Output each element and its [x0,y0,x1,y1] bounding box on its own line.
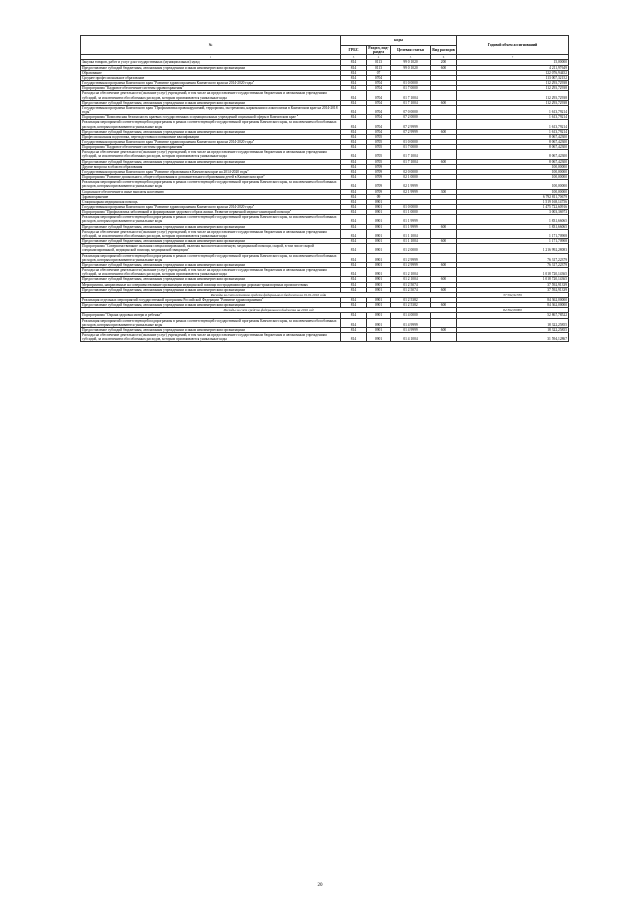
row-razdel: 0704 [367,115,391,120]
page-number: 20 [317,883,323,888]
row-sum: 1 171,70908 [457,229,569,238]
row-vid: 600 [431,224,457,229]
row-description: Подпрограмма "Профилактика заболеваний и формирование здорового образа жизни. Развитие первичной медико-санитарной помощи" [81,210,341,215]
row-sum: 113 007,32152 [457,75,569,80]
row-razdel: 0709 [367,169,391,174]
row-description: Предоставление субсидий бюджетным, автономным учреждениям и иным некоммерческим организациям [81,224,341,229]
row-description: Государственная программа Камчатского края "Развитие здравоохранения Камчатского края на 2014-2020 годы" [81,81,341,86]
row-grbs: 814 [341,175,367,180]
row-grbs: 814 [341,105,367,114]
row-grbs: 814 [341,115,367,120]
row-sum: 112 293,72938 [457,100,569,105]
row-grbs: 814 [341,75,367,80]
row-target: 01 2 5074 [391,287,431,292]
note-text: Расходы за счет средств федерального бюджета на 2016 год [81,308,457,313]
row-razdel: 0901 [367,318,391,327]
row-grbs: 814 [341,244,367,253]
row-description: Реализация мероприятий соответствующей подпрограммы в рамках соответствующей государственной программы Камчатского края, за исключением обособленных расходов, которым присваиваются уникальные коды [81,120,341,129]
row-description: Государственная программа Камчатского края "Профилактика правонарушений, терроризма, экстремизма, наркомании и алкоголизма в Камчатском крае на 2014-2018 годы" [81,105,341,114]
row-razdel: 0901 [367,210,391,215]
row-grbs: 814 [341,91,367,100]
row-sum: 31 594,12867 [457,333,569,342]
row-sum: 1 216 992,28083 [457,244,569,253]
row-description: Реализация отдельных мероприятий государственной программы Российской Федерации "Развитие здравоохранения" [81,297,341,302]
row-target: 01 4 9999 [391,318,431,327]
row-grbs: 814 [341,327,367,332]
row-vid: 600 [431,262,457,267]
row-target: 07 2 9999 [391,129,431,134]
row-vid [431,229,457,238]
row-grbs: 814 [341,199,367,204]
budget-table [80,35,569,342]
row-grbs: 814 [341,65,367,70]
row-target: 01 7 1004 [391,159,431,164]
row-razdel: 0704 [367,105,391,114]
row-razdel: 0704 [367,81,391,86]
row-sum: 100,00000 [457,169,569,174]
row-sum: 1 018 720,14365 [457,268,569,277]
row-razdel: 0709 [367,175,391,180]
row-razdel: 0113 [367,65,391,70]
row-razdel: 0113 [367,60,391,65]
row-grbs: 814 [341,120,367,129]
row-description: Подпрограмма "Совершенствование оказания специализированной, включая высокотехнологичную, медицинской помощи, скорой, в том числе скорой специализированной, медицинской помощи, медицинской эвакуации" [81,244,341,253]
table-row [81,244,569,253]
row-target: 02 1 0000 [391,175,431,180]
row-sum: 52 867,78522 [457,313,569,318]
row-description: Профессиональная подготовка, переподготовка и повышение квалификации [81,134,341,139]
row-sum: 1 475 722,60916 [457,205,569,210]
row-razdel: 07 [367,70,391,75]
row-sum: 18 322,25855 [457,327,569,332]
row-vid: 600 [431,100,457,105]
row-description: Образование [81,70,341,75]
row-grbs: 814 [341,145,367,150]
row-target: 01 1 9999 [391,215,431,224]
table-row [81,150,569,159]
row-vid [431,105,457,114]
row-vid [431,180,457,189]
row-vid: 300 [431,189,457,194]
row-target: 01 4 9999 [391,327,431,332]
row-grbs: 814 [341,277,367,282]
row-sum: 8 067,42300 [457,134,569,139]
row-vid [431,268,457,277]
row-target: 01 2 1004 [391,268,431,277]
row-grbs: 814 [341,100,367,105]
row-vid: 600 [431,327,457,332]
row-description: Среднее профессиональное образование [81,75,341,80]
header-target: Целевая статья [391,46,431,55]
row-sum: 1 831,66065 [457,215,569,224]
row-grbs: 814 [341,262,367,267]
row-vid: 600 [431,287,457,292]
row-grbs: 814 [341,333,367,342]
header-grbs: ГРБС [341,46,367,55]
row-vid [431,215,457,224]
row-sum: 122 076,94452 [457,70,569,75]
row-razdel: 0705 [367,134,391,139]
row-target: 99 0 1020 [391,60,431,65]
row-description: Стационарная медицинская помощь [81,199,341,204]
row-razdel: 0704 [367,75,391,80]
column-index: 6 [431,55,457,60]
row-target: 01 1 0000 [391,210,431,215]
note-text: Расходы за счет остатков средств федерального бюджета на 01.01.2016 года [81,292,457,297]
row-razdel: 0901 [367,268,391,277]
row-razdel: 0704 [367,100,391,105]
row-sum: 1 018 720,14365 [457,277,569,282]
row-grbs: 814 [341,287,367,292]
row-target: 02 1 9999 [391,180,431,189]
row-vid [431,244,457,253]
row-grbs: 814 [341,297,367,302]
row-sum: 1 613,79214 [457,115,569,120]
row-razdel: 0901 [367,229,391,238]
row-razdel: 0709 [367,164,391,169]
row-description: Реализация мероприятий соответствующей подпрограммы в рамках соответствующей государственной программы Камчатского края, за исключением обособленных расходов, которым присваиваются уникальные коды [81,318,341,327]
header-num: № [81,36,341,55]
row-target: 01 2 0000 [391,244,431,253]
row-vid: 600 [431,159,457,164]
row-razdel: 0704 [367,86,391,91]
row-target: 02 1 9999 [391,189,431,194]
row-sum: 15,00000 [457,60,569,65]
row-description: Подпрограмма "Кадровое обеспечение системы здравоохранения" [81,86,341,91]
row-vid [431,318,457,327]
row-grbs: 814 [341,239,367,244]
row-razdel: 0901 [367,313,391,318]
table-row [81,253,569,262]
table-body [81,60,569,342]
row-target: 01 2 1004 [391,277,431,282]
row-sum: 6 792 811,70679 [457,194,569,199]
row-grbs: 814 [341,70,367,75]
row-description: Предоставление субсидий бюджетным, автономным учреждениям и иным некоммерческим организациям [81,65,341,70]
row-target: 01 4 1004 [391,333,431,342]
row-vid: 600 [431,65,457,70]
row-target: 07 0 0000 [391,105,431,114]
row-description: Реализация мероприятий соответствующей подпрограммы в рамках соответствующей государственной программы Камчатского края, за исключением обособленных расходов, которым присваиваются уникальные коды [81,253,341,262]
row-sum: 8 067,42300 [457,159,569,164]
row-razdel: 0901 [367,282,391,287]
row-grbs: 814 [341,268,367,277]
row-sum: 8 067,42300 [457,145,569,150]
row-grbs: 814 [341,164,367,169]
row-description: Расходы на обеспечение деятельности (оказание услуг) учреждений, в том числе на предоставление государственным бюджетным и автономным учреждениям субсидий, за исключением обособленных расходов, которым присваиваются уникальные коды [81,268,341,277]
row-target: 02 0 0000 [391,169,431,174]
row-razdel: 0901 [367,215,391,224]
row-grbs: 814 [341,224,367,229]
row-description: Реализация мероприятий соответствующей подпрограммы в рамках соответствующей государственной программы Камчатского края, за исключением обособленных расходов, которым присваиваются уникальные коды [81,215,341,224]
row-sum: 1 519 168,14756 [457,199,569,204]
row-razdel: 0901 [367,262,391,267]
row-grbs: 814 [341,169,367,174]
row-razdel: 0705 [367,159,391,164]
row-description: Государственная программа Камчатского края "Развитие образования в Камчатском крае на 2014-2020 годы" [81,169,341,174]
row-sum: 3 003,36973 [457,210,569,215]
header-codes: коды [341,36,457,46]
row-grbs: 814 [341,194,367,199]
row-vid [431,150,457,159]
row-sum: 112 293,72938 [457,91,569,100]
row-sum: 37 592,91339 [457,287,569,292]
row-description: Закупка товаров, работ и услуг для государственных (муниципальных) нужд [81,60,341,65]
row-description: Подпрограмма "Развитие дошкольного, общего образования и дополнительного образования детей в Камчатском крае" [81,175,341,180]
row-description: Другие вопросы в области образования [81,164,341,169]
row-target: 01 0 0000 [391,139,431,144]
row-razdel: 0901 [367,253,391,262]
row-sum: 100,00000 [457,164,569,169]
row-description: Социальное обеспечение и иные выплаты населению [81,189,341,194]
row-sum: 1 171,70908 [457,239,569,244]
row-razdel: 0705 [367,145,391,150]
row-description: Предоставление субсидий бюджетным, автономным учреждениям и иным некоммерческим организациям [81,159,341,164]
row-grbs: 814 [341,129,367,134]
row-description: Предоставление субсидий бюджетным, автономным учреждениям и иным некоммерческим организациям [81,129,341,134]
row-description: Расходы на обеспечение деятельности (оказание услуг) учреждений, в том числе на предоставление государственным бюджетным и автономным учреждениям субсидий, за исключением обособленных расходов, которым присваиваются уникальные коды [81,229,341,238]
row-sum: 18 322,25855 [457,318,569,327]
row-description: Подпрограмма "Охрана здоровья матери и ребенка" [81,313,341,318]
row-sum: 37 592,91339 [457,282,569,287]
row-razdel: 0901 [367,224,391,229]
row-description: Предоставление субсидий бюджетным, автономным учреждениям и иным некоммерческим организациям [81,287,341,292]
row-sum: 84 362,00000 [457,297,569,302]
row-razdel: 0901 [367,244,391,253]
row-vid: 600 [431,277,457,282]
row-target: 01 1 9999 [391,224,431,229]
row-sum: 1 613,79214 [457,129,569,134]
row-razdel: 0709 [367,189,391,194]
header-annual: Годовой объем ассигнований [457,36,569,55]
column-index: 7 [457,55,569,60]
row-description: Предоставление субсидий бюджетным, автономным учреждениям и иным некоммерческим организациям [81,277,341,282]
row-sum: 112 293,72938 [457,86,569,91]
row-target: 01 1 1004 [391,239,431,244]
row-description: Мероприятия, направленные на совершенствование организации медицинской помощи пострадавшим при дорожно-транспортных происшествиях [81,282,341,287]
row-target: 01 7 1004 [391,91,431,100]
row-description: Расходы на обеспечение деятельности (оказание услуг) учреждений, в том числе на предоставление государственным бюджетным и автономным учреждениям субсидий, за исключением обособленных расходов, которым присваиваются уникальные коды [81,91,341,100]
row-razdel: 0704 [367,129,391,134]
row-grbs: 814 [341,86,367,91]
row-razdel: 0704 [367,120,391,129]
header-razdel: Раздел, под-раздел [368,46,389,55]
row-target: 01 0 0000 [391,81,431,86]
row-vid [431,333,457,342]
row-description: Расходы на обеспечение деятельности (оказание услуг) учреждений, в том числе на предоставление государственным бюджетным и автономным учреждениям субсидий, за исключением обособленных расходов, которым присваиваются уникальные коды [81,333,341,342]
header-vid: Вид расходов [431,46,457,55]
note-sum: 37 592,91339 [457,292,569,297]
row-grbs: 814 [341,139,367,144]
row-grbs: 814 [341,303,367,308]
row-grbs: 814 [341,150,367,159]
table-row [81,318,569,327]
row-vid: 600 [431,303,457,308]
row-razdel: 0901 [367,297,391,302]
row-grbs: 814 [341,60,367,65]
row-sum: 84 362,00000 [457,303,569,308]
row-razdel: 0705 [367,150,391,159]
row-vid: 200 [431,60,457,65]
row-grbs: 814 [341,205,367,210]
row-vid [431,120,457,129]
column-index: 3 [341,55,367,60]
table-row [81,215,569,224]
column-index: 1 [81,55,341,60]
row-grbs: 814 [341,313,367,318]
row-sum: 112 293,72938 [457,81,569,86]
row-target: 01 1 1004 [391,229,431,238]
row-razdel: 0901 [367,303,391,308]
row-description: Предоставление субсидий бюджетным, автономным учреждениям и иным некоммерческим организациям [81,303,341,308]
row-sum: 100,00000 [457,175,569,180]
table-row [81,120,569,129]
row-target: 01 7 0000 [391,86,431,91]
row-target: 01 2 5382 [391,297,431,302]
row-razdel: 0901 [367,239,391,244]
row-razdel: 09 [367,194,391,199]
column-index: 5 [391,55,431,60]
row-description: Подпрограмма "Кадровое обеспечение системы здравоохранения" [81,145,341,150]
row-sum: 1 613,79214 [457,120,569,129]
row-description: Предоставление субсидий бюджетным, автономным учреждениям и иным некоммерческим организациям [81,100,341,105]
row-razdel: 0709 [367,180,391,189]
row-sum: 1 831,66065 [457,224,569,229]
row-target: 01 0 0000 [391,205,431,210]
row-grbs: 814 [341,210,367,215]
row-sum: 100,00000 [457,189,569,194]
column-index: 4 [367,55,391,60]
row-description: Расходы на обеспечение деятельности (оказание услуг) учреждений, в том числе на предоставление государственным бюджетным и автономным учреждениям субсидий, за исключением обособленных расходов, которым присваиваются уникальные коды [81,150,341,159]
row-description: Предоставление субсидий бюджетным, автономным учреждениям и иным некоммерческим организациям [81,262,341,267]
row-sum: 76 317,22379 [457,262,569,267]
row-target: 07 2 0000 [391,115,431,120]
row-grbs: 814 [341,159,367,164]
row-grbs: 814 [341,253,367,262]
table-row [81,105,569,114]
row-grbs: 814 [341,189,367,194]
row-description: Здравоохранение [81,194,341,199]
row-grbs: 814 [341,282,367,287]
row-sum: 8 067,42300 [457,139,569,144]
row-grbs: 814 [341,318,367,327]
table-row [81,333,569,342]
row-target: 01 7 0000 [391,145,431,150]
row-grbs: 814 [341,180,367,189]
table-row [81,229,569,238]
table-row [81,268,569,277]
row-target: 01 7 1004 [391,150,431,159]
row-grbs: 814 [341,215,367,224]
row-sum: 1 613,79214 [457,105,569,114]
row-razdel: 0901 [367,333,391,342]
row-description: Реализация мероприятий соответствующей подпрограммы в рамках соответствующей государственной программы Камчатского края, за исключением обособленных расходов, которым присваиваются уникальные коды [81,180,341,189]
row-razdel: 0901 [367,287,391,292]
row-sum: 4 211,97649 [457,65,569,70]
table-row [81,91,569,100]
row-razdel: 0901 [367,327,391,332]
row-target: 01 2 5074 [391,282,431,287]
row-razdel: 0901 [367,205,391,210]
row-vid [431,91,457,100]
row-razdel: 0704 [367,91,391,100]
row-sum: 8 067,42300 [457,150,569,159]
row-target: 01 2 5382 [391,303,431,308]
row-description: Государственная программа Камчатского края "Развитие здравоохранения Камчатского края на 2014-2020 годы" [81,205,341,210]
row-grbs: 814 [341,229,367,238]
row-razdel: 0901 [367,199,391,204]
row-target: 01 4 0000 [391,313,431,318]
row-target: 99 0 1020 [391,65,431,70]
row-target: 01 2 9999 [391,262,431,267]
row-vid [431,253,457,262]
row-target: 07 2 9999 [391,120,431,129]
row-target: 01 7 1004 [391,100,431,105]
row-sum: 76 317,22379 [457,253,569,262]
row-razdel: 0705 [367,139,391,144]
row-description: Предоставление субсидий бюджетным, автономным учреждениям и иным некоммерческим организациям [81,239,341,244]
row-grbs: 814 [341,134,367,139]
row-grbs: 814 [341,81,367,86]
row-description: Государственная программа Камчатского края "Развитие здравоохранения Камчатского края на 2014-2020 годы" [81,139,341,144]
row-vid: 600 [431,239,457,244]
row-description: Предоставление субсидий бюджетным, автономным учреждениям и иным некоммерческим организациям [81,327,341,332]
note-sum: 84 362,00000 [457,308,569,313]
row-description: Подпрограмма "Комплексная безопасность краевых государственных и муниципальных учреждений социальной сферы в Камчатском крае " [81,115,341,120]
row-vid: 600 [431,129,457,134]
row-razdel: 0901 [367,277,391,282]
table-row [81,180,569,189]
row-sum: 100,00000 [457,180,569,189]
row-target: 01 2 9999 [391,253,431,262]
